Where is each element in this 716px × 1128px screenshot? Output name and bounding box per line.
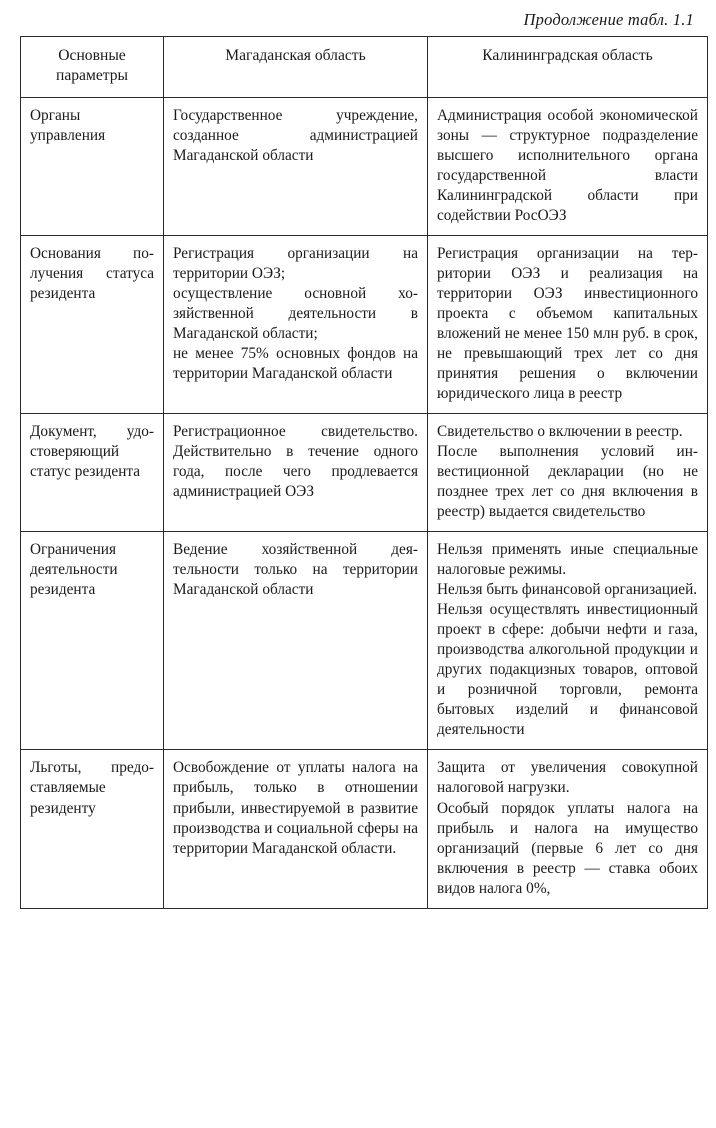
cell-magadan: Освобождение от уплаты налога на прибыль, только в отношении прибыли, инвестируемой в развитие производства и социальной сферы на территории Магаданской области. xyxy=(164,750,428,908)
cell-paragraph: Свидетельство о включении в реестр. xyxy=(437,422,683,440)
table-row xyxy=(21,97,708,235)
cell-kaliningrad xyxy=(428,413,708,531)
table-row xyxy=(21,235,708,413)
table-body xyxy=(21,97,708,908)
column-header-parameters: Основные параметры xyxy=(21,37,164,98)
cell-paragraph: Особый порядок уплаты налога на прибыль и налога на имущество организаций (первые 6 лет со дня включения в реестр — ставка обоих видов налога 0%, xyxy=(437,799,698,897)
column-header-magadan: Магаданская область xyxy=(164,37,428,98)
cell-parameter: Документ, удостоверяющий статус резидента xyxy=(21,413,164,531)
table-row xyxy=(21,532,708,750)
cell-kaliningrad: Администрация особой экономической зоны — структурное подразделение высшего исполнительного органа государственной власти Калининградской области при содействии РосОЭЗ xyxy=(428,97,708,235)
cell-parameter: Льготы, предоставляемые резиденту xyxy=(21,750,164,908)
cell-parameter: Ограничения деятельности резидента xyxy=(21,532,164,750)
cell-paragraph: Нельзя применять иные специальные налоговые режимы. xyxy=(437,541,698,579)
cell-kaliningrad: Регистрация организации на территории ОЭЗ и реализация на территории ОЭЗ инвестиционного проекта с объемом капитальных вложений не менее 150 млн руб. в срок, не превышающий трех лет со дня принятия решения о включении юридического лица в реестр xyxy=(428,235,708,413)
table-header xyxy=(21,37,708,98)
cell-paragraph: Нельзя быть финансовой организацией. xyxy=(437,581,698,599)
cell-magadan: Государственное учреждение, созданное администрацией Магаданской области xyxy=(164,97,428,235)
cell-paragraph: Нельзя осуществлять инвестиционный проект в сфере: добычи нефти и газа, производства алкогольной продукции и других подакцизных товаров, оптовой и розничной торговли, ремонта бытовых изделий и финансовой деятельности xyxy=(437,601,698,739)
cell-kaliningrad xyxy=(428,532,708,750)
comparison-table xyxy=(20,36,708,909)
cell-paragraph: Регистрация организации на территории ОЭЗ; xyxy=(173,244,418,282)
table-row xyxy=(21,413,708,531)
cell-parameter: Основания получения статуса резидента xyxy=(21,235,164,413)
cell-paragraph: осуществление основной хозяйственной деятельности в Магаданской области; xyxy=(173,284,418,342)
cell-parameter: Органы управления xyxy=(21,97,164,235)
cell-paragraph: После выполнения условий инвестиционной декларации (но не позднее трех лет со дня включения в реестр) выдается свидетельство xyxy=(437,443,698,521)
cell-paragraph: не менее 75% основных фондов на территории Магаданской области xyxy=(173,344,418,382)
table-row xyxy=(21,750,708,908)
cell-kaliningrad xyxy=(428,750,708,908)
cell-paragraph: Защита от увеличения совокупной налоговой нагрузки. xyxy=(437,759,698,797)
table-header-row xyxy=(21,37,708,98)
cell-magadan: Ведение хозяйственной деятельности только на территории Магаданской области xyxy=(164,532,428,750)
cell-magadan xyxy=(164,235,428,413)
cell-magadan: Регистрационное свидетельство. Действительно в течение одного года, после чего продлевается администрацией ОЭЗ xyxy=(164,413,428,531)
running-head: Продолжение табл. 1.1 xyxy=(523,10,694,29)
column-header-kaliningrad: Калининградская область xyxy=(428,37,708,98)
